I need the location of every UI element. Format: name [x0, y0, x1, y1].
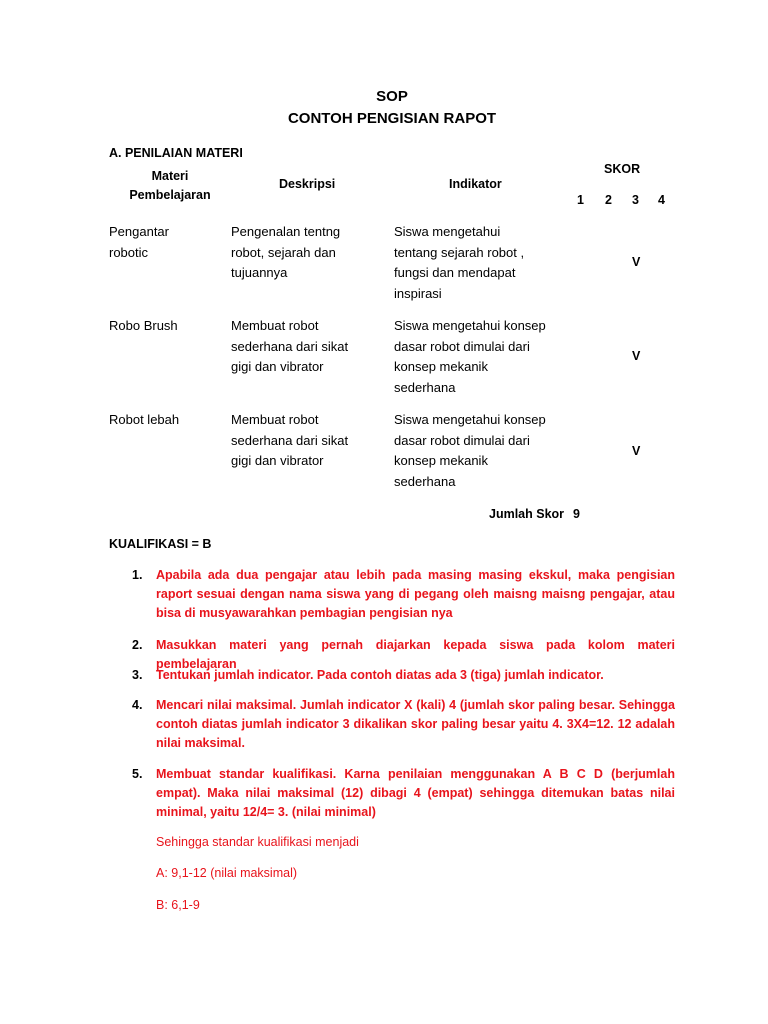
standard-a: A: 9,1-12 (nilai maksimal): [156, 866, 298, 880]
doc-subtitle: CONTOH PENGISIAN RAPOT: [287, 110, 497, 127]
row-deskripsi: Pengenalan tentng robot, sejarah dan tujuannya: [231, 224, 341, 280]
score-mark: V: [632, 255, 641, 269]
step-number: 5.: [132, 767, 143, 781]
row-deskripsi: Membuat robot sederhana dari sikat gigi dan vibrator: [231, 318, 349, 374]
header-deskripsi: Deskripsi: [279, 177, 336, 191]
standard-b: B: 6,1-9: [156, 898, 200, 912]
header-materi: Materi Pembelajaran: [129, 169, 211, 202]
step-number: 3.: [132, 668, 143, 682]
doc-title: SOP: [376, 88, 408, 105]
total-value: 9: [573, 507, 580, 521]
row-materi: Robo Brush: [109, 318, 178, 333]
standards-intro: Sehingga standar kualifikasi menjadi: [156, 835, 359, 849]
step-text: Membuat standar kualifikasi. Karna penilaian menggunakan A B C D (berjumlah empat). Maka nilai maksimal (12) dibagi 4 (empat) sehingga ditemukan batas nilai minimal, yaitu 12/4= 3. (nilai minimal): [156, 767, 675, 819]
row-deskripsi: Membuat robot sederhana dari sikat gigi dan vibrator: [231, 412, 349, 468]
section-heading: A. PENILAIAN MATERI: [109, 146, 243, 160]
score-mark: V: [632, 349, 641, 363]
row-materi: Robot lebah: [109, 412, 180, 427]
step-text: Tentukan jumlah indicator. Pada contoh diatas ada 3 (tiga) jumlah indicator.: [156, 668, 604, 682]
skor-col-4: 4: [658, 193, 665, 207]
step-text: Mencari nilai maksimal. Jumlah indicator X (kali) 4 (jumlah skor paling besar. Sehingga contoh diatas jumlah indicator 3 dikalikan skor paling besar yaitu 4. 3X4=12. 12 adalah nilai maksimal.: [156, 698, 675, 750]
header-indikator: Indikator: [449, 177, 502, 191]
step-number: 4.: [132, 698, 143, 712]
step-number: 1.: [132, 568, 143, 582]
total-label: Jumlah Skor: [489, 507, 565, 521]
row-materi: Pengantar robotic: [109, 224, 169, 260]
row-indikator: Siswa mengetahui konsep dasar robot dimulai dari konsep mekanik sederhana: [394, 318, 546, 395]
step-number: 2.: [132, 638, 143, 652]
step-text: Apabila ada dua pengajar atau lebih pada masing masing ekskul, maka pengisian raport sesuai dengan nama siswa yang di pegang oleh maisng maisng pengajar, atau bisa di musyawarahkan pembagian pengisian nya: [156, 568, 675, 620]
row-indikator: Siswa mengetahui konsep dasar robot dimulai dari konsep mekanik sederhana: [394, 412, 546, 489]
kualifikasi-result: KUALIFIKASI = B: [109, 537, 212, 551]
header-skor: SKOR: [604, 162, 641, 176]
skor-col-1: 1: [577, 193, 584, 207]
step-text: Masukkan materi yang pernah diajarkan kepada siswa pada kolom materi pembelajaran: [156, 638, 675, 671]
score-mark: V: [632, 444, 641, 458]
row-indikator: Siswa mengetahui tentang sejarah robot , fungsi dan mendapat inspirasi: [394, 224, 525, 301]
skor-col-2: 2: [605, 193, 612, 207]
skor-col-3: 3: [632, 193, 639, 207]
